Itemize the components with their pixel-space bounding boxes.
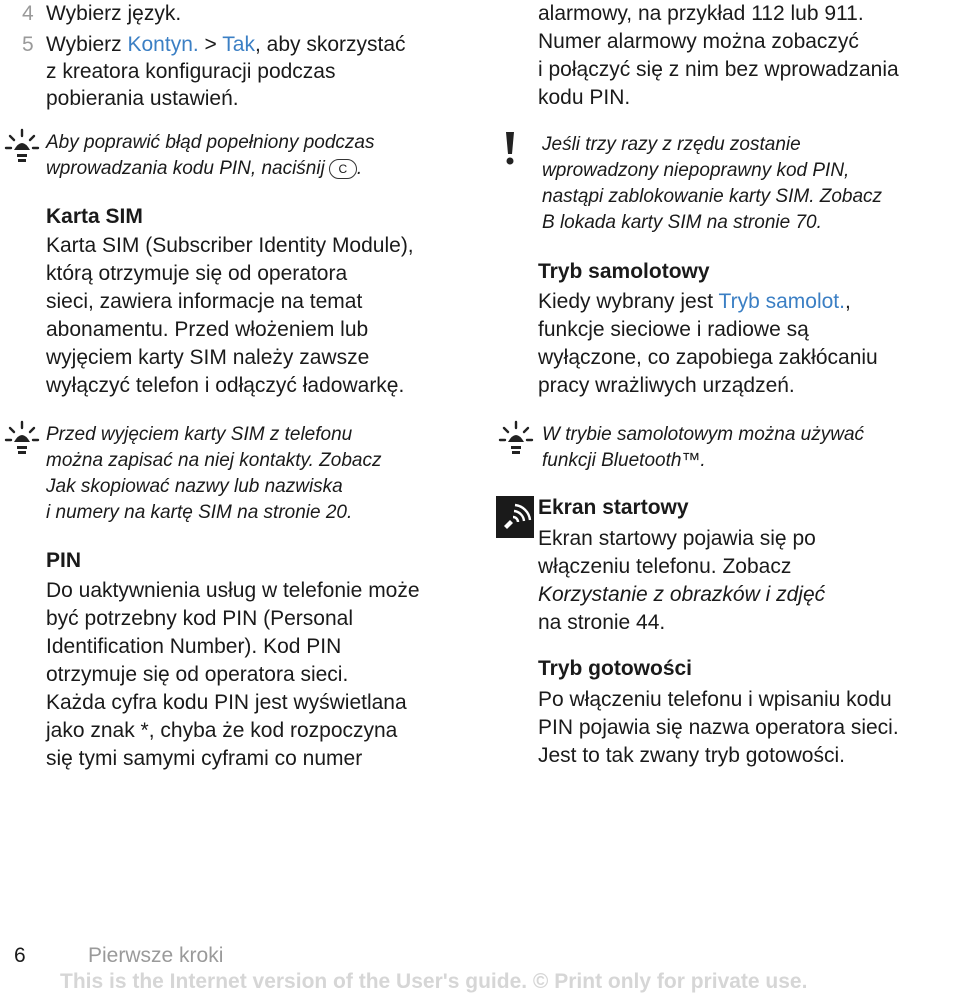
pin-line: jako znak *, chyba że kod rozpoczyna <box>46 719 398 742</box>
startup-reference: Korzystanie z obrazków i zdjęć <box>538 583 826 606</box>
flight-line: wyłączone, co zapobiega zakłócaniu <box>538 346 878 369</box>
pin-line: Do uaktywnienia usług w telefonie może <box>46 579 420 602</box>
tip-note <box>542 422 864 474</box>
tip-note <box>46 422 382 526</box>
internet-version-notice: This is the Internet version of the User's guide. © Print only for private use. <box>60 970 808 993</box>
pin-line: kodu PIN. <box>538 86 631 109</box>
step-number: 5 <box>22 33 34 56</box>
standby-paragraph <box>538 686 899 770</box>
step-text-rest: , aby skorzystać <box>254 33 406 56</box>
standby-line: PIN pojawia się nazwa operatora sieci. <box>538 716 899 739</box>
sim-line: wyjęciem karty SIM należy zawsze <box>46 346 370 369</box>
step-text: Wybierz język. <box>46 2 182 25</box>
standby-line: Po włączeniu telefonu i wpisaniu kodu <box>538 688 892 711</box>
pin-paragraph <box>46 577 420 773</box>
sim-paragraph <box>46 232 414 400</box>
exclamation-warning-icon <box>500 130 520 170</box>
lightbulb-tip-icon <box>498 420 534 460</box>
pin-line: otrzymuje się od operatora sieci. <box>46 663 349 686</box>
pin-heading: PIN <box>46 549 82 572</box>
sim-line: sieci, zawiera informacje na temat <box>46 290 363 313</box>
page-number: 6 <box>14 944 26 967</box>
tip-line: i numery na kartę SIM na stronie 20. <box>46 502 353 523</box>
warning-line: B lokada karty SIM na stronie 70. <box>542 212 822 233</box>
section-title: Pierwsze kroki <box>88 944 224 967</box>
flight-line: funkcje sieciowe i radiowe są <box>538 318 809 341</box>
pin-line: Numer alarmowy można zobaczyć <box>538 30 859 53</box>
startup-line: Ekran startowy pojawia się po <box>538 527 816 550</box>
sim-line: wyłączyć telefon i odłączyć ładowarkę. <box>46 374 405 397</box>
operator-service-icon <box>496 496 534 538</box>
standby-heading: Tryb gotowości <box>538 657 693 680</box>
link-tryb-samolot[interactable]: Tryb samolot. <box>718 290 845 313</box>
pin-line: i połączyć się z nim bez wprowadzania <box>538 58 899 81</box>
sim-line: Karta SIM (Subscriber Identity Module), <box>46 234 414 257</box>
warning-note <box>542 132 882 236</box>
link-kontyn[interactable]: Kontyn. <box>127 33 199 56</box>
lightbulb-tip-icon <box>4 420 40 460</box>
step-number: 4 <box>22 2 34 25</box>
tip-line: funkcji Bluetooth™. <box>542 450 706 471</box>
tip-line: Jak skopiować nazwy lub nazwiska <box>46 476 343 497</box>
startup-line: na stronie 44. <box>538 611 666 634</box>
flight-line-suffix: , <box>844 290 851 313</box>
sim-line: abonamentu. Przed włożeniem lub <box>46 318 369 341</box>
pin-line: się tymi samymi cyframi co numer <box>46 747 363 770</box>
tip-line-end: . <box>356 158 363 179</box>
tip-line: Przed wyjęciem karty SIM z telefonu <box>46 424 353 445</box>
step-text-line: pobierania ustawień. <box>46 87 239 110</box>
warning-line: wprowadzony niepoprawny kod PIN, <box>542 160 850 181</box>
warning-line: Jeśli trzy razy z rzędu zostanie <box>542 134 801 155</box>
link-tak[interactable]: Tak <box>222 33 255 56</box>
startup-screen-paragraph <box>538 525 825 637</box>
pin-line: być potrzebny kod PIN (Personal <box>46 607 353 630</box>
lightbulb-tip-icon <box>4 128 40 168</box>
startup-line: włączeniu telefonu. Zobacz <box>538 555 792 578</box>
tip-line: wprowadzania kodu PIN, naciśnij <box>46 158 325 179</box>
flight-line-prefix: Kiedy wybrany jest <box>538 290 719 313</box>
standby-line: Jest to tak zwany tryb gotowości. <box>538 744 845 767</box>
step-text-prefix: Wybierz <box>46 33 128 56</box>
pin-line: Każda cyfra kodu PIN jest wyświetlana <box>46 691 407 714</box>
menu-separator: > <box>198 33 223 56</box>
flight-mode-heading: Tryb samolotowy <box>538 260 710 283</box>
tip-line: Aby poprawić błąd popełniony podczas <box>46 132 375 153</box>
tip-line: W trybie samolotowym można używać <box>542 424 865 445</box>
clear-key-icon: C <box>329 159 357 179</box>
sim-heading: Karta SIM <box>46 205 143 228</box>
step-text-line: z kreatora konfiguracji podczas <box>46 60 336 83</box>
flight-mode-paragraph <box>538 288 878 400</box>
flight-line: pracy wrażliwych urządzeń. <box>538 374 795 397</box>
pin-line: alarmowy, na przykład 112 lub 911. <box>538 2 864 25</box>
step-text <box>46 31 406 112</box>
startup-screen-heading: Ekran startowy <box>538 496 689 519</box>
tip-line: można zapisać na niej kontakty. Zobacz <box>46 450 382 471</box>
pin-continued-paragraph <box>538 0 899 112</box>
sim-line: którą otrzymuje się od operatora <box>46 262 348 285</box>
tip-note <box>46 130 375 182</box>
warning-line: nastąpi zablokowanie karty SIM. Zobacz <box>542 186 883 207</box>
pin-line: Identification Number). Kod PIN <box>46 635 342 658</box>
